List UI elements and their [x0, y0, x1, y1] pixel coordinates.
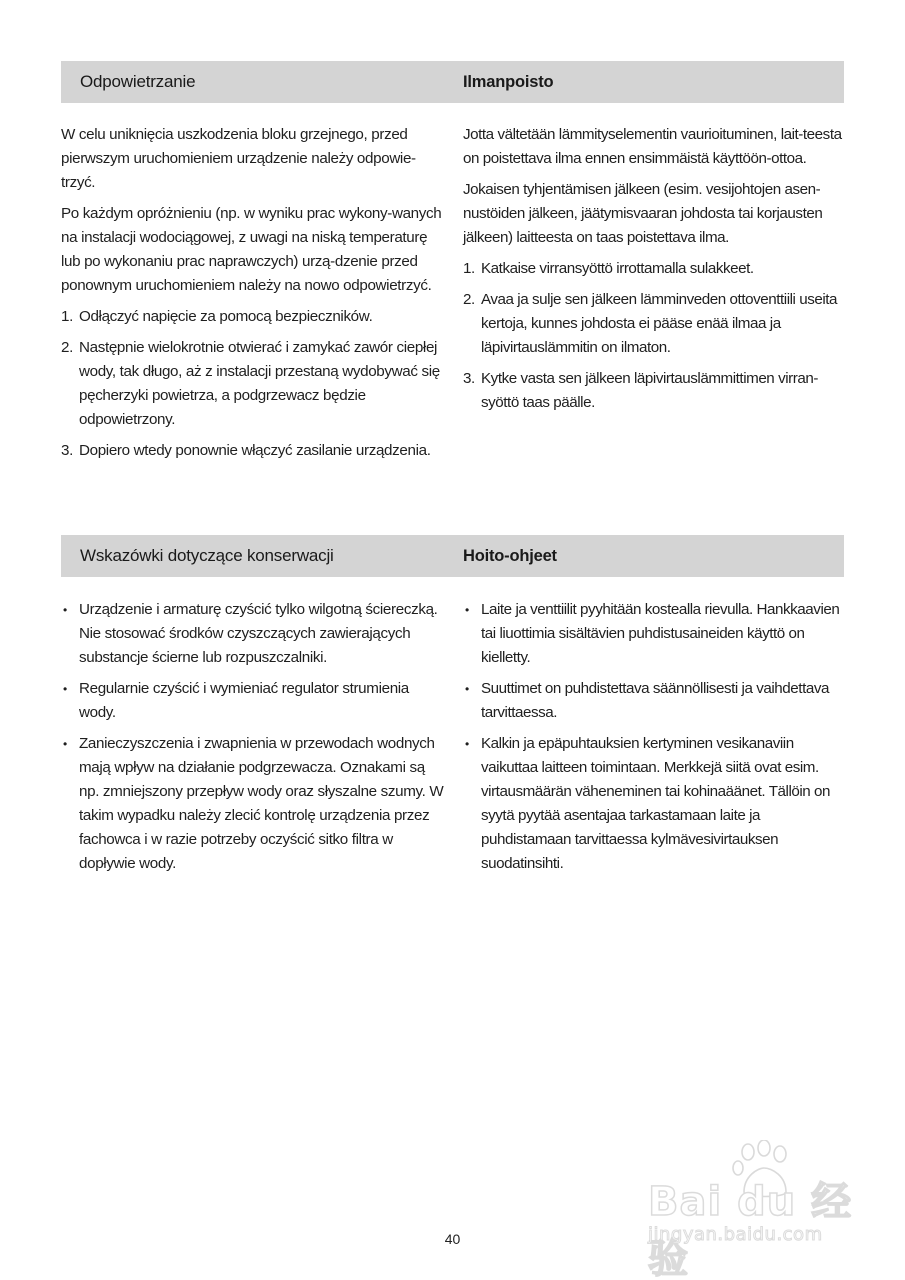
page-number: 40	[444, 1231, 461, 1247]
watermark-url: jingyan.baidu.com	[648, 1224, 823, 1245]
bullet-icon: •	[63, 603, 67, 617]
step-item	[61, 439, 446, 463]
bullet-text: Laite ja venttiilit pyyhitään kostealla rievulla. Hankkaavien tai liuottimia sisältävien puhdistusaineiden käyttö on kielletty.	[481, 601, 840, 666]
column-fi-venting	[463, 123, 845, 422]
step-text: Dopiero wtedy ponownie włączyć zasilanie urządzenia.	[79, 442, 431, 459]
bullet-icon: •	[465, 737, 469, 751]
watermark-brand: Bai du 经验	[648, 1179, 853, 1280]
section-title-fi-maintenance: Hoito-ohjeet	[463, 547, 557, 565]
bullet-item	[61, 677, 446, 725]
paragraph: W celu uniknięcia uszkodzenia bloku grzejnego, przed pierwszym uruchomieniem urządzenie należy odpowie-trzyć.	[61, 126, 416, 191]
step-item	[463, 367, 845, 415]
step-item	[463, 257, 845, 281]
numbered-steps	[61, 305, 446, 463]
step-item	[61, 336, 446, 432]
column-pl-venting	[61, 123, 446, 470]
step-number: 3.	[61, 442, 73, 459]
step-number: 1.	[61, 308, 73, 325]
step-number: 3.	[463, 370, 475, 387]
section-title-pl-venting: Odpowietrzanie	[80, 72, 196, 91]
bullet-item	[61, 732, 446, 876]
step-text: Odłączyć napięcie za pomocą bezpieczników.	[79, 308, 373, 325]
step-item	[463, 288, 845, 360]
bullet-text: Kalkin ja epäpuhtauksien kertyminen vesikanaviin vaikuttaa laitteen toimintaan. Merkkejä siitä ovat esim. virtausmäärän väheneminen tai kohinaäänet. Tällöin on syytä pyytää asentajaa tarkastamaan laite ja puhdistamaan tarvittaessa kylmävesivirtauksen suodatinsihti.	[481, 735, 831, 872]
step-number: 2.	[61, 339, 73, 356]
section-header-bar-venting	[61, 61, 844, 103]
step-text: Kytke vasta sen jälkeen läpivirtauslämmittimen virran-syöttö taas päälle.	[481, 370, 818, 411]
bullet-item	[463, 598, 845, 670]
step-number: 1.	[463, 260, 475, 277]
paragraph: Jotta vältetään lämmityselementin vaurioituminen, lait-teesta on poistettava ilma ennen ensimmäistä käyttöön-ottoa.	[463, 126, 842, 167]
step-item	[61, 305, 446, 329]
bullet-icon: •	[465, 603, 469, 617]
bullet-text: Zanieczyszczenia i zwapnienia w przewodach wodnych mają wpływ na działanie podgrzewacza. Oznakami są np. zmniejszony przepływ wody oraz słyszalne szumy. W takim wypadku należy zlecić kontrolę urządzenia przez fachowca i w razie potrzeby oczyścić sitko filtra w dopływie wody.	[79, 735, 444, 872]
section-title-pl-maintenance: Wskazówki dotyczące konserwacji	[80, 546, 334, 565]
paragraph: Jokaisen tyhjentämisen jälkeen (esim. vesijohtojen asen-nustöiden jälkeen, jäätymisvaaran johdosta tai korjausten jälkeen) laitteesta on taas poistettava ilma.	[463, 181, 823, 246]
bullet-item	[463, 677, 845, 725]
bullet-icon: •	[63, 682, 67, 696]
step-text: Avaa ja sulje sen jälkeen lämminveden ottoventtiili useita kertoja, kunnes johdosta ei pääse enää ilmaa ja läpivirtauslämmitin on ilmaton.	[481, 291, 838, 356]
numbered-steps	[463, 257, 845, 415]
bullet-text: Urządzenie i armaturę czyścić tylko wilgotną ściereczką. Nie stosować środków czyszczących zawierających substancje ścierne lub rozpuszczalniki.	[79, 601, 438, 666]
bullet-item	[463, 732, 845, 876]
paragraph: Po każdym opróżnieniu (np. w wyniku prac wykony-wanych na instalacji wodociągowej, z uwagi na niską temperaturę lub po wykonaniu prac naprawczych) urzą-dzenie przed ponownym uruchomieniem należy na nowo odpowietrzyć.	[61, 205, 442, 294]
bullet-text: Regularnie czyścić i wymieniać regulator strumienia wody.	[79, 680, 409, 721]
bullet-item	[61, 598, 446, 670]
column-pl-maintenance	[61, 598, 446, 883]
section-title-fi-venting: Ilmanpoisto	[463, 73, 554, 91]
bullet-list	[61, 598, 446, 876]
bullet-icon: •	[465, 682, 469, 696]
bullet-icon: •	[63, 737, 67, 751]
step-number: 2.	[463, 291, 475, 308]
bullet-text: Suuttimet on puhdistettava säännöllisesti ja vaihdettava tarvittaessa.	[481, 680, 829, 721]
step-text: Katkaise virransyöttö irrottamalla sulakkeet.	[481, 260, 754, 277]
section-header-bar-maintenance	[61, 535, 844, 577]
column-fi-maintenance	[463, 598, 845, 883]
bullet-list	[463, 598, 845, 876]
step-text: Następnie wielokrotnie otwierać i zamykać zawór ciepłej wody, tak długo, aż z instalacji przestaną wydobywać się pęcherzyki powietrza, a podgrzewacz będzie odpowietrzony.	[79, 339, 440, 428]
